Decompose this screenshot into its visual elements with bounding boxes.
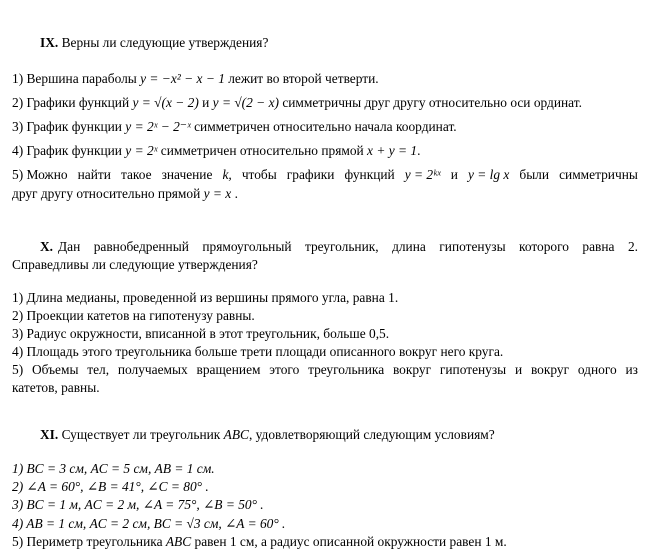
section-9-title: Верны ли следующие утверждения? <box>58 35 269 50</box>
s10-item-3: 3) Радиус окружности, вписанной в этот треугольник, больше 0,5. <box>12 326 390 341</box>
section-10-number: X. <box>40 239 54 254</box>
line-equation: x + y = 1 <box>367 143 418 158</box>
s11-item-4: 4) AB = 1 см, AC = 2 см, BC = √3 см, ∠A = 60° . <box>12 516 286 531</box>
parabola-formula: y = −x² − x − 1 <box>140 71 225 86</box>
s9-item-5-line-1: 5) Можно найти такое значение k, чтобы графики функций y = 2ᵏˣ и y = lg x были симметричны <box>12 167 638 182</box>
section-11-number: XI. <box>40 427 59 442</box>
s9-item-2: 2) Графики функций y = √(x − 2) и y = √(2 − x) симметричны друг другу относительно оси ординат. <box>12 95 582 110</box>
section-9-heading <box>40 36 268 49</box>
s11-item-3: 3) BC = 1 м, AC = 2 м, ∠A = 75°, ∠B = 50° . <box>12 497 264 512</box>
s10-item-5-line-1: 5) Объемы тел, получаемых вращением этого треугольника вокруг гипотенузы и вокруг одного из <box>12 362 638 377</box>
s9-item-5-line-2: друг другу относительно прямой y = x . <box>12 186 238 201</box>
section-9-number: IX. <box>40 35 59 50</box>
s10-item-2: 2) Проекции катетов на гипотенузу равны. <box>12 308 255 323</box>
section-10-heading-line-2: Справедливы ли следующие утверждения? <box>12 257 258 272</box>
s11-item-2: 2) ∠A = 60°, ∠B = 41°, ∠C = 80° . <box>12 479 209 494</box>
s11-item-5: 5) Периметр треугольника ABC равен 1 см, а радиус описанной окружности равен 1 м. <box>12 534 507 549</box>
s9-item-1: 1) Вершина параболы y = −x² − x − 1 лежит во второй четверти. <box>12 71 379 86</box>
function-sqrt-x-2: y = √(x − 2) <box>132 95 199 110</box>
section-10-heading: X. Дан равнобедренный прямоугольный треугольник, длина гипотенузы которого равна 2. <box>40 239 638 254</box>
s10-item-4: 4) Площадь этого треугольника больше трети площади описанного вокруг него круга. <box>12 344 504 359</box>
s9-item-4: 4) График функции y = 2ˣ симметричен относительно прямой x + y = 1. <box>12 143 421 158</box>
sqrt-3: √3 <box>186 516 201 531</box>
section-11-heading: XI. Существует ли треугольник ABC, удовлетворяющий следующим условиям? <box>40 427 495 442</box>
s9-item-3: 3) График функции y = 2ˣ − 2⁻ˣ симметричен относительно начала координат. <box>12 119 457 134</box>
function-2kx: y = 2ᵏˣ <box>404 167 441 182</box>
function-sqrt-2-x: y = √(2 − x) <box>212 95 279 110</box>
function-2x-minus: y = 2ˣ − 2⁻ˣ <box>125 119 191 134</box>
s10-item-1: 1) Длина медианы, проведенной из вершины прямого угла, равна 1. <box>12 290 399 305</box>
function-2x: y = 2ˣ <box>125 143 158 158</box>
s10-item-5-line-2: катетов, равны. <box>12 380 100 395</box>
s11-item-1: 1) BC = 3 см, AC = 5 см, AB = 1 см. <box>12 461 215 476</box>
function-lgx: y = lg x <box>467 167 510 182</box>
